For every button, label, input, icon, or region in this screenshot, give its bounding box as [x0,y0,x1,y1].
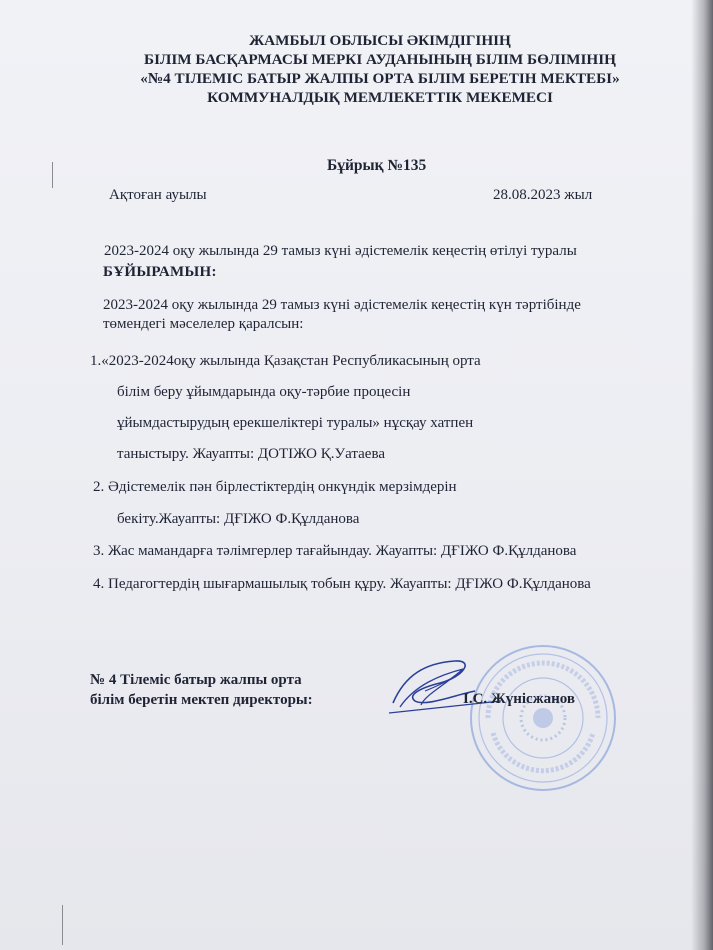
intro-paragraph [103,296,581,334]
signatory-title-line-2: білім беретін мектеп директоры: [90,692,313,708]
order-subject: 2023-2024 оқу жылында 29 тамыз күні әдістемелік кеңестің өтілуі туралы [104,243,577,259]
intro-line-2: төмендегі мәселелер қаралсын: [103,316,304,332]
item-4: 4. Педагогтердің шығармашылық тобын құру. Жауапты: ДҒІЖО Ф.Құлданова [93,576,591,592]
header-line-2: БІЛІМ БАСҚАРМАСЫ МЕРКІ АУДАНЫНЫҢ БІЛІМ БӨЛІМІНІҢ [144,51,616,68]
item-1-line-4: таныстыру. Жауапты: ДОТІЖО Қ.Уатаева [117,446,386,462]
order-title: Бұйрық №135 [327,157,427,174]
fold-mark-bottom [62,905,63,945]
item-1-line-2: білім беру ұйымдарында оқу-тәрбие процесін [117,384,411,400]
signatory-title [90,670,313,710]
intro-line-1: 2023-2024 оқу жылында 29 тамыз күні әдістемелік кеңестің күн тәртібінде [103,297,581,313]
header-line-1: ЖАМБЫЛ ОБЛЫСЫ ӘКІМДІГІНІҢ [249,32,511,49]
document-header [60,31,700,107]
director-name: І.С. Жүнісжанов [463,691,575,707]
order-date: 28.08.2023 жыл [493,187,593,203]
fold-mark-top [52,162,53,188]
signatory-title-line-1: № 4 Тілеміс батыр жалпы орта [90,672,302,688]
item-3: 3. Жас мамандарға тәлімгерлер тағайындау. Жауапты: ДҒІЖО Ф.Құлданова [93,543,577,559]
item-2-line-2: бекіту.Жауапты: ДҒІЖО Ф.Құлданова [117,511,360,527]
item-2-line-1: 2. Әдістемелік пән бірлестіктердің онкүндік мерзімдерін [93,479,457,495]
item-1-line-3: ұйымдастырудың ерекшеліктері туралы» нұсқау хатпен [117,415,474,431]
header-line-3: «№4 ТІЛЕМІС БАТЫР ЖАЛПЫ ОРТА БІЛІМ БЕРЕТІН МЕКТЕБІ» [140,70,620,87]
order-place: Ақтоған ауылы [109,187,207,203]
item-1-line-1: 1.«2023-2024оқу жылында Қазақстан Республикасының орта [90,353,481,369]
page-edge-shadow [691,0,713,950]
header-line-4: КОММУНАЛДЫҚ МЕМЛЕКЕТТІК МЕКЕМЕСІ [207,89,553,106]
decree-heading: БҰЙЫРАМЫН: [103,264,217,280]
